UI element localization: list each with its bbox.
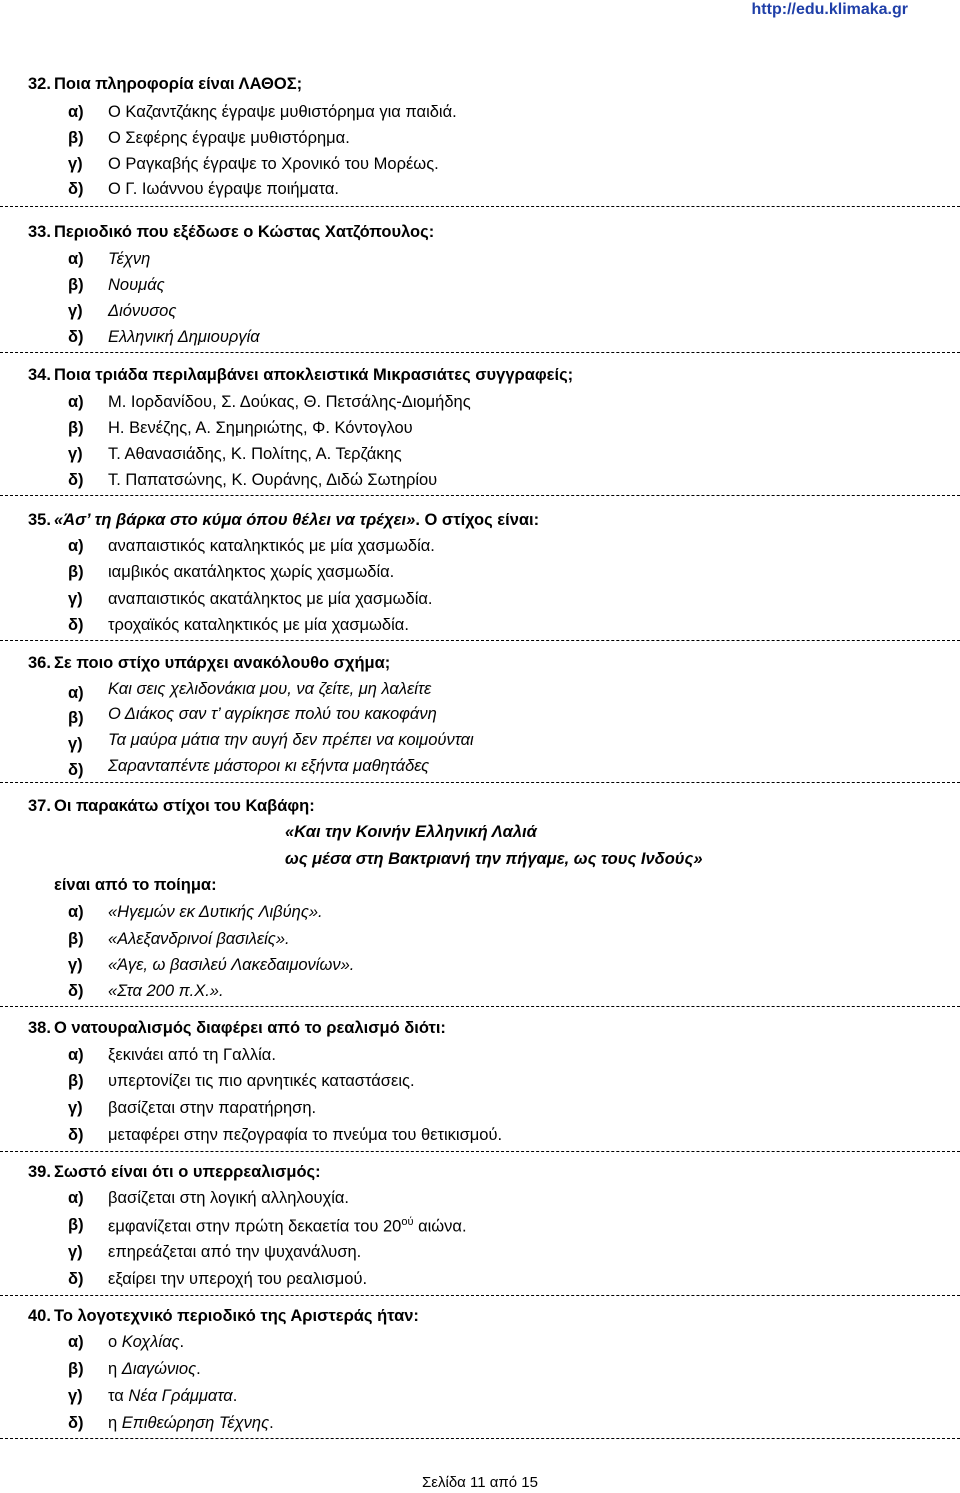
dashed-separator: [0, 1151, 960, 1152]
option-period: .: [196, 1360, 201, 1378]
option-letter: δ): [68, 616, 84, 634]
option-article: τα: [108, 1387, 129, 1405]
journal-title: Διαγώνιος: [121, 1360, 197, 1378]
option-text: Ο Γ. Ιωάννου έγραψε ποιήματα.: [108, 180, 340, 198]
dashed-separator: [0, 1006, 960, 1007]
option-period: .: [232, 1387, 238, 1405]
dashed-separator: [0, 206, 960, 207]
option-letter: γ): [68, 1243, 83, 1261]
question-number: 39.: [28, 1163, 51, 1181]
option-text: εξαίρει την υπεροχή του ρεαλισμού.: [108, 1270, 368, 1288]
option-letter: β): [68, 419, 84, 437]
option-letter: β): [68, 930, 84, 948]
option-text: Ελληνική Δημιουργία: [108, 328, 260, 346]
option-text: αναπαιστικός ακατάληκτος με μία χασμωδία.: [108, 590, 433, 608]
option-text: «Ηγεμών εκ Δυτικής Λιβύης».: [108, 903, 323, 921]
question-text: Ποια πληροφορία είναι ΛΑΘΟΣ;: [54, 75, 303, 93]
option-letter: α): [68, 903, 84, 921]
dashed-separator: [0, 1438, 960, 1439]
question-text: Το λογοτεχνικό περιοδικό της Αριστεράς ήταν:: [54, 1307, 419, 1325]
option-letter: α): [68, 103, 84, 121]
question-text: Ο νατουραλισμός διαφέρει από το ρεαλισμό διότι:: [54, 1019, 446, 1037]
option-text: Νουμάς: [108, 276, 165, 294]
option-text: Η. Βενέζης, Α. Σημηριώτης, Φ. Κόντογλου: [108, 419, 413, 437]
question-number: 38.: [28, 1019, 51, 1037]
option-article: η: [108, 1360, 122, 1378]
option-letter: γ): [68, 590, 83, 608]
option-letter: α): [68, 537, 84, 555]
option-text: [108, 1387, 237, 1406]
option-text: Τ. Παπατσώνης, Κ. Ουράνης, Διδώ Σωτηρίου: [108, 471, 438, 489]
journal-title: Νέα Γράμματα: [128, 1387, 233, 1405]
option-text: αναπαιστικός καταληκτικός με μία χασμωδία.: [108, 537, 435, 555]
option-text: «Αλεξανδρινοί βασιλείς».: [108, 930, 290, 948]
dashed-separator: [0, 352, 960, 353]
question-number: 37.: [28, 797, 51, 815]
question-text: Σε ποιο στίχο υπάρχει ανακόλουθο σχήμα;: [54, 654, 391, 672]
option-letter: γ): [68, 735, 83, 753]
option-letter: β): [68, 1072, 84, 1090]
option-article: ο: [108, 1333, 122, 1351]
dashed-separator: [0, 640, 960, 641]
option-text: τροχαϊκός καταληκτικός με μία χασμωδία.: [108, 616, 409, 634]
option-text: ιαμβικός ακατάληκτος χωρίς χασμωδία.: [108, 563, 395, 581]
option-letter: α): [68, 393, 84, 411]
option-text: υπερτονίζει τις πιο αρνητικές καταστάσεις.: [108, 1072, 415, 1090]
option-text: «Στα 200 π.Χ.».: [108, 982, 224, 1000]
option-letter: γ): [68, 155, 83, 173]
option-text: Και σεις χελιδονάκια μου, να ζείτε, μη λαλείτε: [108, 680, 432, 698]
page-footer: Σελίδα 11 από 15: [422, 1474, 538, 1491]
option-letter: γ): [68, 1387, 83, 1405]
question-text: Περιοδικό που εξέδωσε ο Κώστας Χατζόπουλος:: [54, 223, 435, 241]
option-text: «Άγε, ω βασιλεύ Λακεδαιμονίων».: [108, 956, 355, 974]
option-text: βασίζεται στη λογική αλληλουχία.: [108, 1189, 350, 1207]
option-letter: β): [68, 1216, 84, 1234]
option-letter: γ): [68, 956, 83, 974]
option-letter: β): [68, 563, 84, 581]
option-period: .: [179, 1333, 185, 1351]
option-letter: δ): [68, 761, 84, 779]
ordinal-suffix: ού: [401, 1216, 414, 1228]
verse-line-2: ως μέσα στη Βακτριανή την πήγαμε, ως τους Ινδούς»: [285, 850, 703, 868]
option-text: [108, 1333, 184, 1352]
option-text: βασίζεται στην παρατήρηση.: [108, 1099, 317, 1117]
option-text: Τέχνη: [108, 250, 151, 268]
option-text: Ο Ραγκαβής έγραψε το Χρονικό του Μορέως.: [108, 155, 439, 173]
option-text: Ο Σεφέρης έγραψε μυθιστόρημα.: [108, 129, 350, 147]
option-text: επηρεάζεται από την ψυχανάλυση.: [108, 1243, 362, 1261]
option-text: μεταφέρει στην πεζογραφία το πνεύμα του θετικισμού.: [108, 1126, 503, 1144]
journal-title: Επιθεώρηση Τέχνης: [121, 1414, 270, 1432]
question-text: Ποια τριάδα περιλαμβάνει αποκλειστικά Μικρασιάτες συγγραφείς;: [54, 366, 574, 384]
option-letter: γ): [68, 445, 83, 463]
option-text: [108, 1360, 201, 1379]
question-number: 35.: [28, 511, 51, 529]
option-letter: α): [68, 1333, 84, 1351]
option-letter: δ): [68, 180, 84, 198]
option-letter: γ): [68, 302, 83, 320]
option-letter: β): [68, 276, 84, 294]
option-letter: α): [68, 1046, 84, 1064]
option-text-main: εμφανίζεται στην πρώτη δεκαετία του 20: [108, 1217, 402, 1236]
dashed-separator: [0, 1295, 960, 1296]
option-letter: δ): [68, 471, 84, 489]
option-text: Σαρανταπέντε μάστοροι κι εξήντα μαθητάδες: [108, 757, 430, 775]
option-letter: δ): [68, 1414, 84, 1432]
option-text: Διόνυσος: [108, 302, 177, 320]
verse-quote: «Άσ’ τη βάρκα στο κύμα όπου θέλει να τρέχει»: [54, 511, 416, 529]
option-letter: α): [68, 684, 84, 702]
option-text: ξεκινάει από τη Γαλλία.: [108, 1046, 276, 1064]
question-number: 32.: [28, 75, 51, 93]
option-letter: α): [68, 1189, 84, 1207]
question-tail: είναι από το ποίημα:: [54, 876, 217, 894]
question-number: 36.: [28, 654, 51, 672]
option-text: Ο Καζαντζάκης έγραψε μυθιστόρημα για παιδιά.: [108, 103, 457, 121]
dashed-separator: [0, 782, 960, 783]
option-letter: δ): [68, 1126, 84, 1144]
question-text-rest: . Ο στίχος είναι:: [415, 511, 540, 529]
option-letter: δ): [68, 982, 84, 1000]
option-letter: δ): [68, 328, 84, 346]
option-period: .: [269, 1414, 274, 1432]
option-text: Ο Διάκος σαν τ’ αγρίκησε πολύ του κακοφάνη: [108, 705, 437, 723]
option-text: Τ. Αθανασιάδης, Κ. Πολίτης, Α. Τερζάκης: [108, 445, 402, 463]
question-text: Σωστό είναι ότι ο υπερρεαλισμός:: [54, 1163, 321, 1181]
option-letter: δ): [68, 1270, 84, 1288]
question-number: 40.: [28, 1307, 51, 1325]
dashed-separator: [0, 495, 960, 496]
journal-title: Κοχλίας: [121, 1333, 180, 1351]
question-number: 33.: [28, 223, 51, 241]
option-text: [108, 1414, 274, 1433]
option-letter: β): [68, 129, 84, 147]
option-text: Τα μαύρα μάτια την αυγή δεν πρέπει να κοιμούνται: [108, 731, 474, 749]
option-letter: β): [68, 709, 84, 727]
option-letter: γ): [68, 1099, 83, 1117]
option-letter: α): [68, 250, 84, 268]
question-text: [54, 511, 539, 530]
option-article: η: [108, 1414, 122, 1432]
option-text-end: αιώνα.: [413, 1217, 467, 1236]
verse-line-1: «Και την Κοινήν Ελληνική Λαλιά: [285, 823, 537, 841]
option-text: Μ. Ιορδανίδου, Σ. Δούκας, Θ. Πετσάλης-Διομήδης: [108, 393, 471, 411]
option-letter: β): [68, 1360, 84, 1378]
question-number: 34.: [28, 366, 51, 384]
option-text: [108, 1216, 467, 1237]
question-text: Οι παρακάτω στίχοι του Καβάφη:: [54, 797, 315, 815]
source-url[interactable]: http://edu.klimaka.gr: [751, 1, 908, 18]
